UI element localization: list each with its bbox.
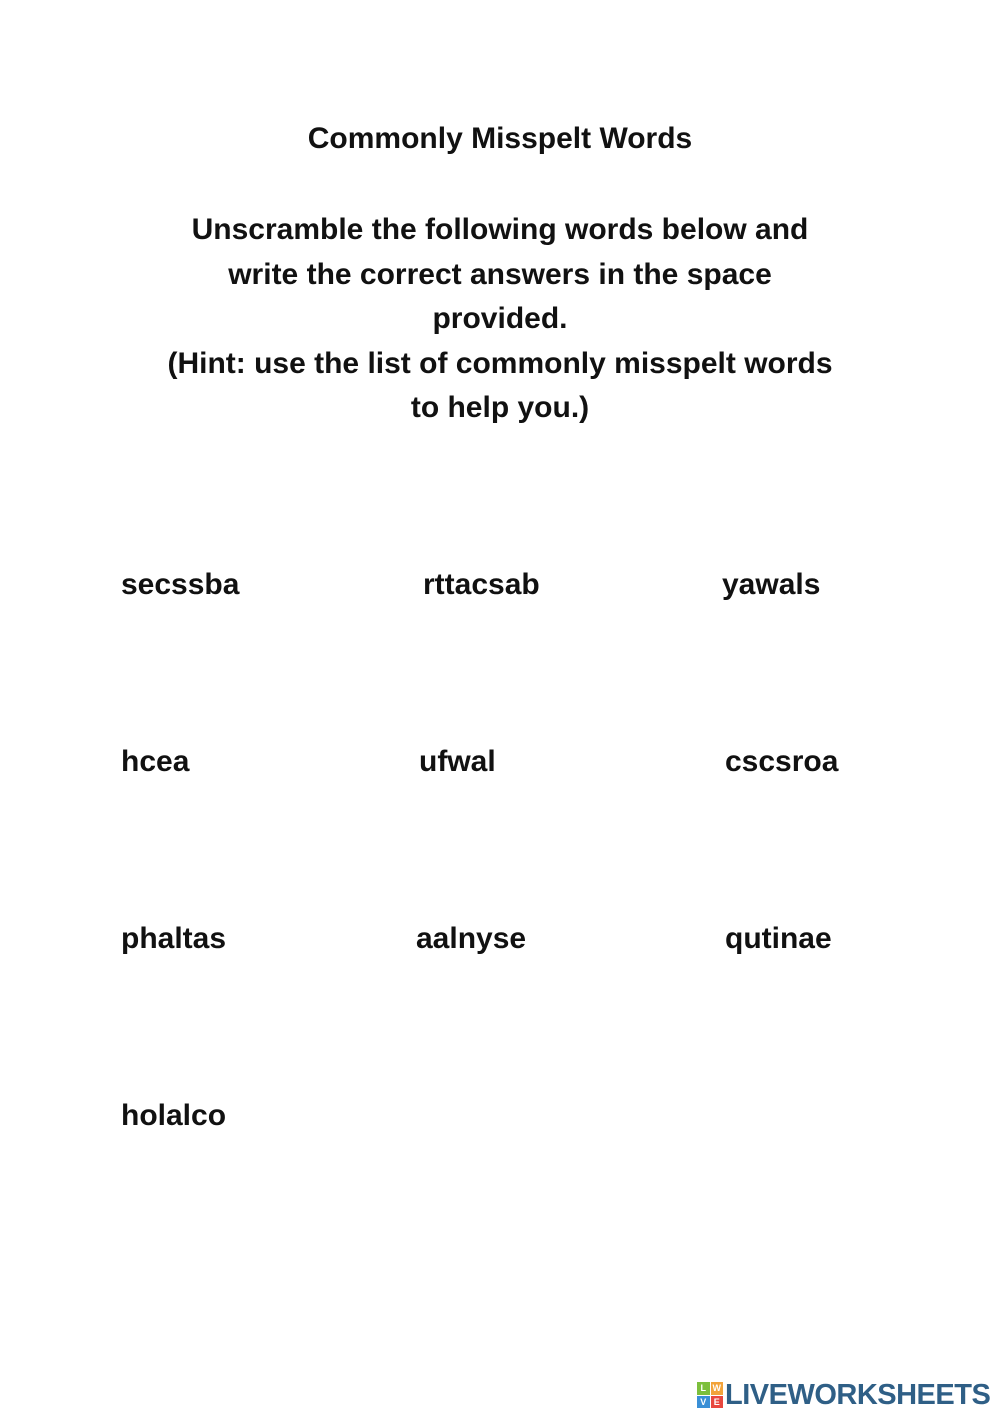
- scrambled-word: aalnyse: [416, 922, 527, 955]
- instruction-line: (Hint: use the list of commonly misspelt words: [167, 346, 833, 380]
- scrambled-word: ufwal: [419, 745, 496, 778]
- liveworksheets-logo: [697, 1378, 990, 1412]
- logo-mark-tile: V: [697, 1396, 710, 1409]
- logo-mark-tile: W: [712, 1383, 721, 1393]
- instruction-line: provided.: [432, 302, 568, 335]
- logo-text: LIVEWORKSHEETS: [725, 1378, 991, 1411]
- logo-mark-tile: E: [711, 1396, 724, 1409]
- scrambled-word: qutinae: [725, 922, 832, 955]
- instruction-line: to help you.): [410, 391, 590, 424]
- scrambled-word: cscsroa: [725, 745, 839, 778]
- scrambled-word: yawals: [722, 568, 821, 601]
- scrambled-word: secssba: [121, 568, 240, 601]
- worksheet-title: Commonly Misspelt Words: [307, 122, 693, 155]
- instructions: [100, 208, 900, 431]
- scrambled-word: rttacsab: [423, 568, 540, 601]
- scrambled-word: phaltas: [121, 922, 227, 955]
- scrambled-word: hcea: [121, 745, 190, 778]
- logo-mark-tile: L: [697, 1382, 710, 1395]
- instruction-line: write the correct answers in the space: [228, 257, 772, 291]
- scrambled-word: holalco: [121, 1099, 227, 1132]
- instruction-line: Unscramble the following words below and: [191, 213, 809, 246]
- liveworksheets-logo-icon: [697, 1382, 723, 1408]
